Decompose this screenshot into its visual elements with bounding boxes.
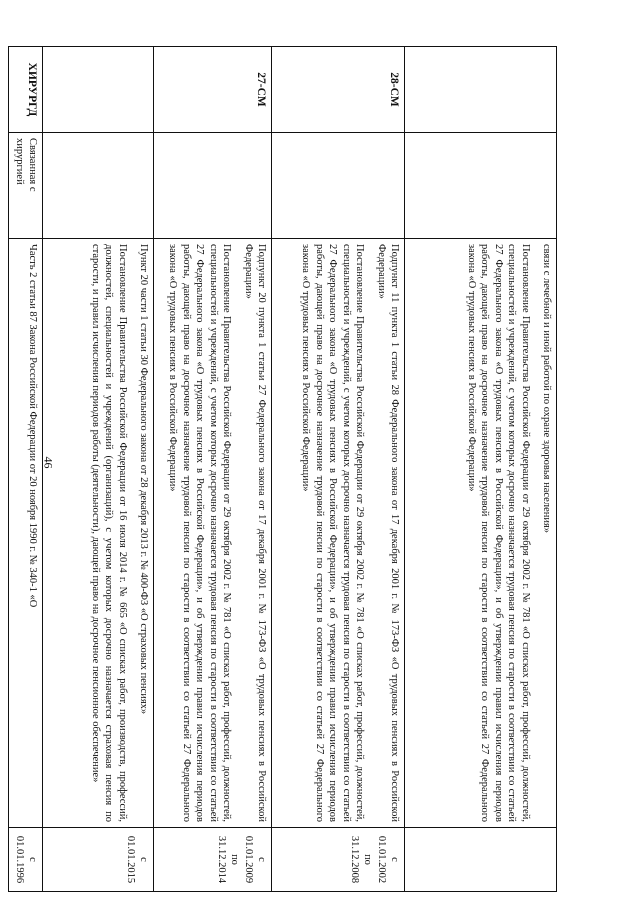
name-cell: [154, 133, 272, 239]
law-cell: [154, 239, 272, 828]
table-row: [154, 47, 272, 892]
code-cell: 27-СМ: [154, 47, 272, 133]
table-row: [43, 47, 154, 892]
law-cell: [9, 239, 43, 828]
name-cell: [272, 133, 405, 239]
law-paragraph: Постановление Правительства Российской Федерации от 29 октября 2002 г. № 781 «О списках работ, профессий, должностей, специальностей и учреждений, с учетом которых досрочно назначается трудовая пенсия по старости в соответствии со статьей 27 Федерального закона «О трудовых пенсиях в Российской Федерации», и об утверждении правил исчисления периодов работы, дающей право на досрочное назначение трудовой пенсии по старости в соответствии со статьей 27 Федерального закона «О трудовых пенсиях в Российской Федерации»: [167, 244, 233, 822]
name-cell: [405, 133, 557, 239]
law-paragraph: Подпункт 20 пункта 1 статьи 27 Федерального закона от 17 декабря 2001 г. № 173-ФЗ «О трудовых пенсиях в Российской Федерации»: [242, 244, 267, 822]
name-cell: Связанная с хирургией: [9, 133, 43, 239]
date-cell: с 01.01.2015: [43, 828, 154, 892]
pension-codes-table: [8, 46, 557, 892]
law-cell: [272, 239, 405, 828]
law-paragraph: Постановление Правительства Российской Федерации от 29 октября 2002 г. № 781 «О списках работ, профессий, должностей, специальностей и учреждений, с учетом которых досрочно назначается трудовая пенсия по старости в соответствии со статьей 27 Федерального закона «О трудовых пенсиях в Российской Федерации», и об утверждении правил исчисления периодов работы, дающей право на досрочное назначение трудовой пенсии по старости в соответствии со статьей 27 Федерального закона «О трудовых пенсиях в Российской Федерации»: [465, 244, 531, 822]
name-cell: [43, 133, 154, 239]
code-cell: [43, 47, 154, 133]
date-cell: с 01.01.2009 по 31.12.2014: [154, 828, 272, 892]
table-row: [405, 47, 557, 892]
law-paragraph: Подпункт 11 пункта 1 статьи 28 Федерального закона от 17 декабря 2001 г. № 173-ФЗ «О трудовых пенсиях в Российской Федерации»: [375, 244, 400, 822]
law-cell: [43, 239, 154, 828]
law-paragraph: Постановление Правительства Российской Федерации от 29 октября 2002 г. № 781 «О списках работ, профессий, должностей, специальностей и учреждений, с учетом которых досрочно назначается трудовая пенсия по старости в соответствии со статьей 27 Федерального закона «О трудовых пенсиях в Российской Федерации», и об утверждении правил исчисления периодов работы, дающей право на досрочное назначение трудовой пенсии по старости в соответствии со статьей 27 Федерального закона «О трудовых пенсиях в Российской Федерации»: [300, 244, 366, 822]
code-cell: ХИРУРГД: [9, 47, 43, 133]
date-cell: с 01.01.2002 по 31.12.2008: [272, 828, 405, 892]
law-paragraph: Пункт 20 части 1 статьи 30 Федерального закона от 28 декабря 2013 г. № 400-ФЗ «О страховых пенсиях»: [138, 244, 149, 715]
date-cell: [405, 828, 557, 892]
table-row: [9, 47, 43, 892]
table-row: [272, 47, 405, 892]
law-paragraph: Часть 2 статьи 87 Закона Российской Федерации от 20 ноября 1990 г. № 340-1 «О: [27, 244, 38, 608]
date-cell: с 01.01.1996: [9, 828, 43, 892]
law-paragraph: связи с лечебной и иной работой по охране здоровья населения»: [541, 244, 552, 534]
law-cell: [405, 239, 557, 828]
code-cell: [405, 47, 557, 133]
page-number: 46: [41, 456, 56, 469]
code-cell: 28-СМ: [272, 47, 405, 133]
law-paragraph: Постановление Правительства Российской Федерации от 16 июля 2014 г. № 665 «О списках работ, производств, профессий, должностей, специальностей и учреждений (организаций), с учетом которых досрочно назначается страховая пенсия по старости, и правил исчисления периодов работы (деятельности), дающей право на досрочное пенсионное обеспечение»: [89, 244, 128, 822]
